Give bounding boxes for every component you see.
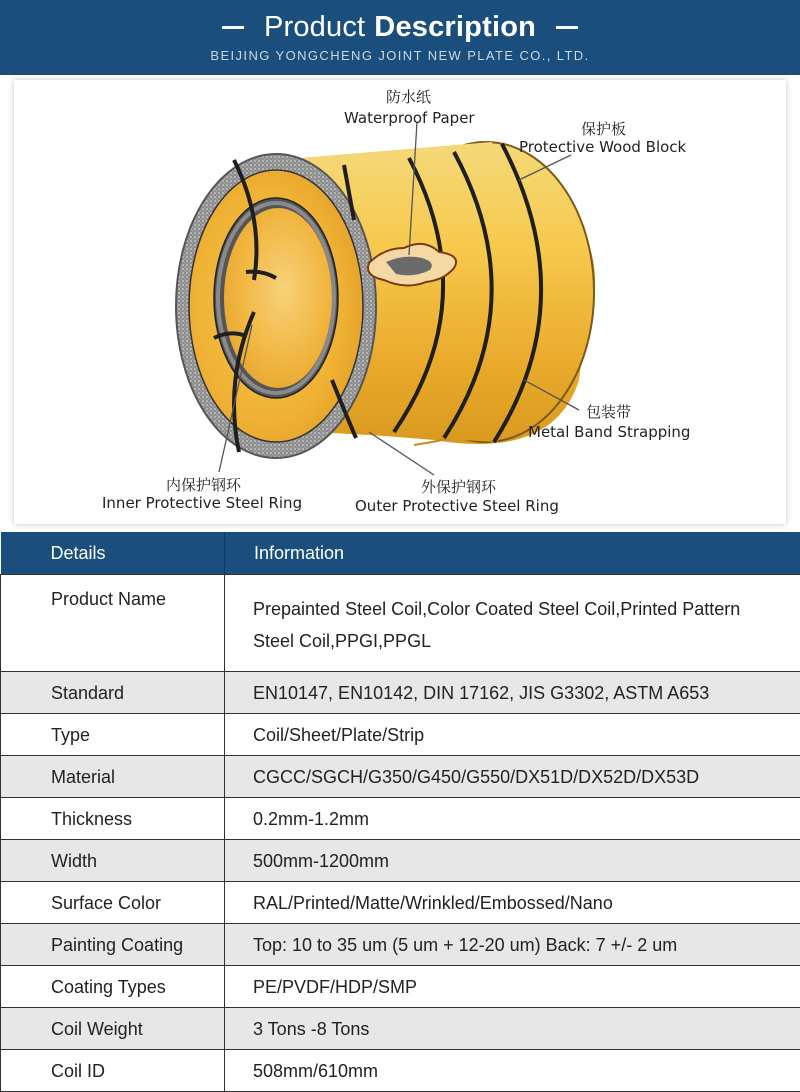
row-key: Surface Color xyxy=(1,882,225,924)
header-details: Details xyxy=(1,532,225,575)
row-value: EN10147, EN10142, DIN 17162, JIS G3302, ASTM A653 xyxy=(225,672,800,714)
coil-packaging-figure xyxy=(14,80,786,524)
row-value-line2: Steel Coil,PPGI,PPGL xyxy=(253,625,800,657)
table-row xyxy=(1,1008,800,1050)
row-key: Coil Weight xyxy=(1,1008,225,1050)
label-inner-ring-cn: 内保护钢环 xyxy=(166,476,242,494)
row-key: Product Name xyxy=(1,575,225,672)
row-value xyxy=(225,575,800,672)
title-dash-right xyxy=(556,26,578,29)
row-value: 3 Tons -8 Tons xyxy=(225,1008,800,1050)
row-key: Thickness xyxy=(1,798,225,840)
table-row xyxy=(1,672,800,714)
table-row xyxy=(1,882,800,924)
label-strapping-en: Metal Band Strapping xyxy=(528,423,690,441)
title-product: Product xyxy=(264,11,365,44)
row-value: Top: 10 to 35 um (5 um + 12-20 um) Back: 7 +/- 2 um xyxy=(225,924,800,966)
label-strapping-cn: 包装带 xyxy=(586,403,631,421)
row-key: Coil ID xyxy=(1,1050,225,1092)
table-row xyxy=(1,756,800,798)
row-key: Type xyxy=(1,714,225,756)
label-waterproof-cn: 防水纸 xyxy=(386,88,431,106)
label-woodblock-en: Protective Wood Block xyxy=(519,138,687,156)
page-header xyxy=(0,0,800,75)
company-name: BEIJING YONGCHENG JOINT NEW PLATE CO., LTD. xyxy=(0,48,800,63)
title-description: Description xyxy=(374,11,536,44)
table-header-row xyxy=(1,532,800,575)
header-title xyxy=(0,9,800,45)
label-outer-ring-cn: 外保护钢环 xyxy=(421,478,497,496)
table-row xyxy=(1,966,800,1008)
row-value: RAL/Printed/Matte/Wrinkled/Embossed/Nano xyxy=(225,882,800,924)
row-value: CGCC/SGCH/G350/G450/G550/DX51D/DX52D/DX53D xyxy=(225,756,800,798)
table-row xyxy=(1,575,800,672)
title-dash-left xyxy=(222,26,244,29)
table-row xyxy=(1,798,800,840)
table-row xyxy=(1,1050,800,1092)
row-value: Coil/Sheet/Plate/Strip xyxy=(225,714,800,756)
table-row xyxy=(1,714,800,756)
row-key: Painting Coating xyxy=(1,924,225,966)
row-value-line1: Prepainted Steel Coil,Color Coated Steel Coil,Printed Pattern xyxy=(253,593,800,625)
label-waterproof-en: Waterproof Paper xyxy=(344,109,475,127)
header-information: Information xyxy=(225,532,800,575)
specs-table xyxy=(0,532,800,1092)
coil-illustration xyxy=(14,80,786,524)
row-key: Standard xyxy=(1,672,225,714)
row-key: Material xyxy=(1,756,225,798)
table-row xyxy=(1,924,800,966)
label-inner-ring-en: Inner Protective Steel Ring xyxy=(102,494,302,512)
row-value: PE/PVDF/HDP/SMP xyxy=(225,966,800,1008)
row-value: 508mm/610mm xyxy=(225,1050,800,1092)
label-woodblock-cn: 保护板 xyxy=(581,120,626,138)
row-key: Coating Types xyxy=(1,966,225,1008)
row-value: 0.2mm-1.2mm xyxy=(225,798,800,840)
row-value: 500mm-1200mm xyxy=(225,840,800,882)
label-outer-ring-en: Outer Protective Steel Ring xyxy=(355,497,559,515)
table-row xyxy=(1,840,800,882)
row-key: Width xyxy=(1,840,225,882)
